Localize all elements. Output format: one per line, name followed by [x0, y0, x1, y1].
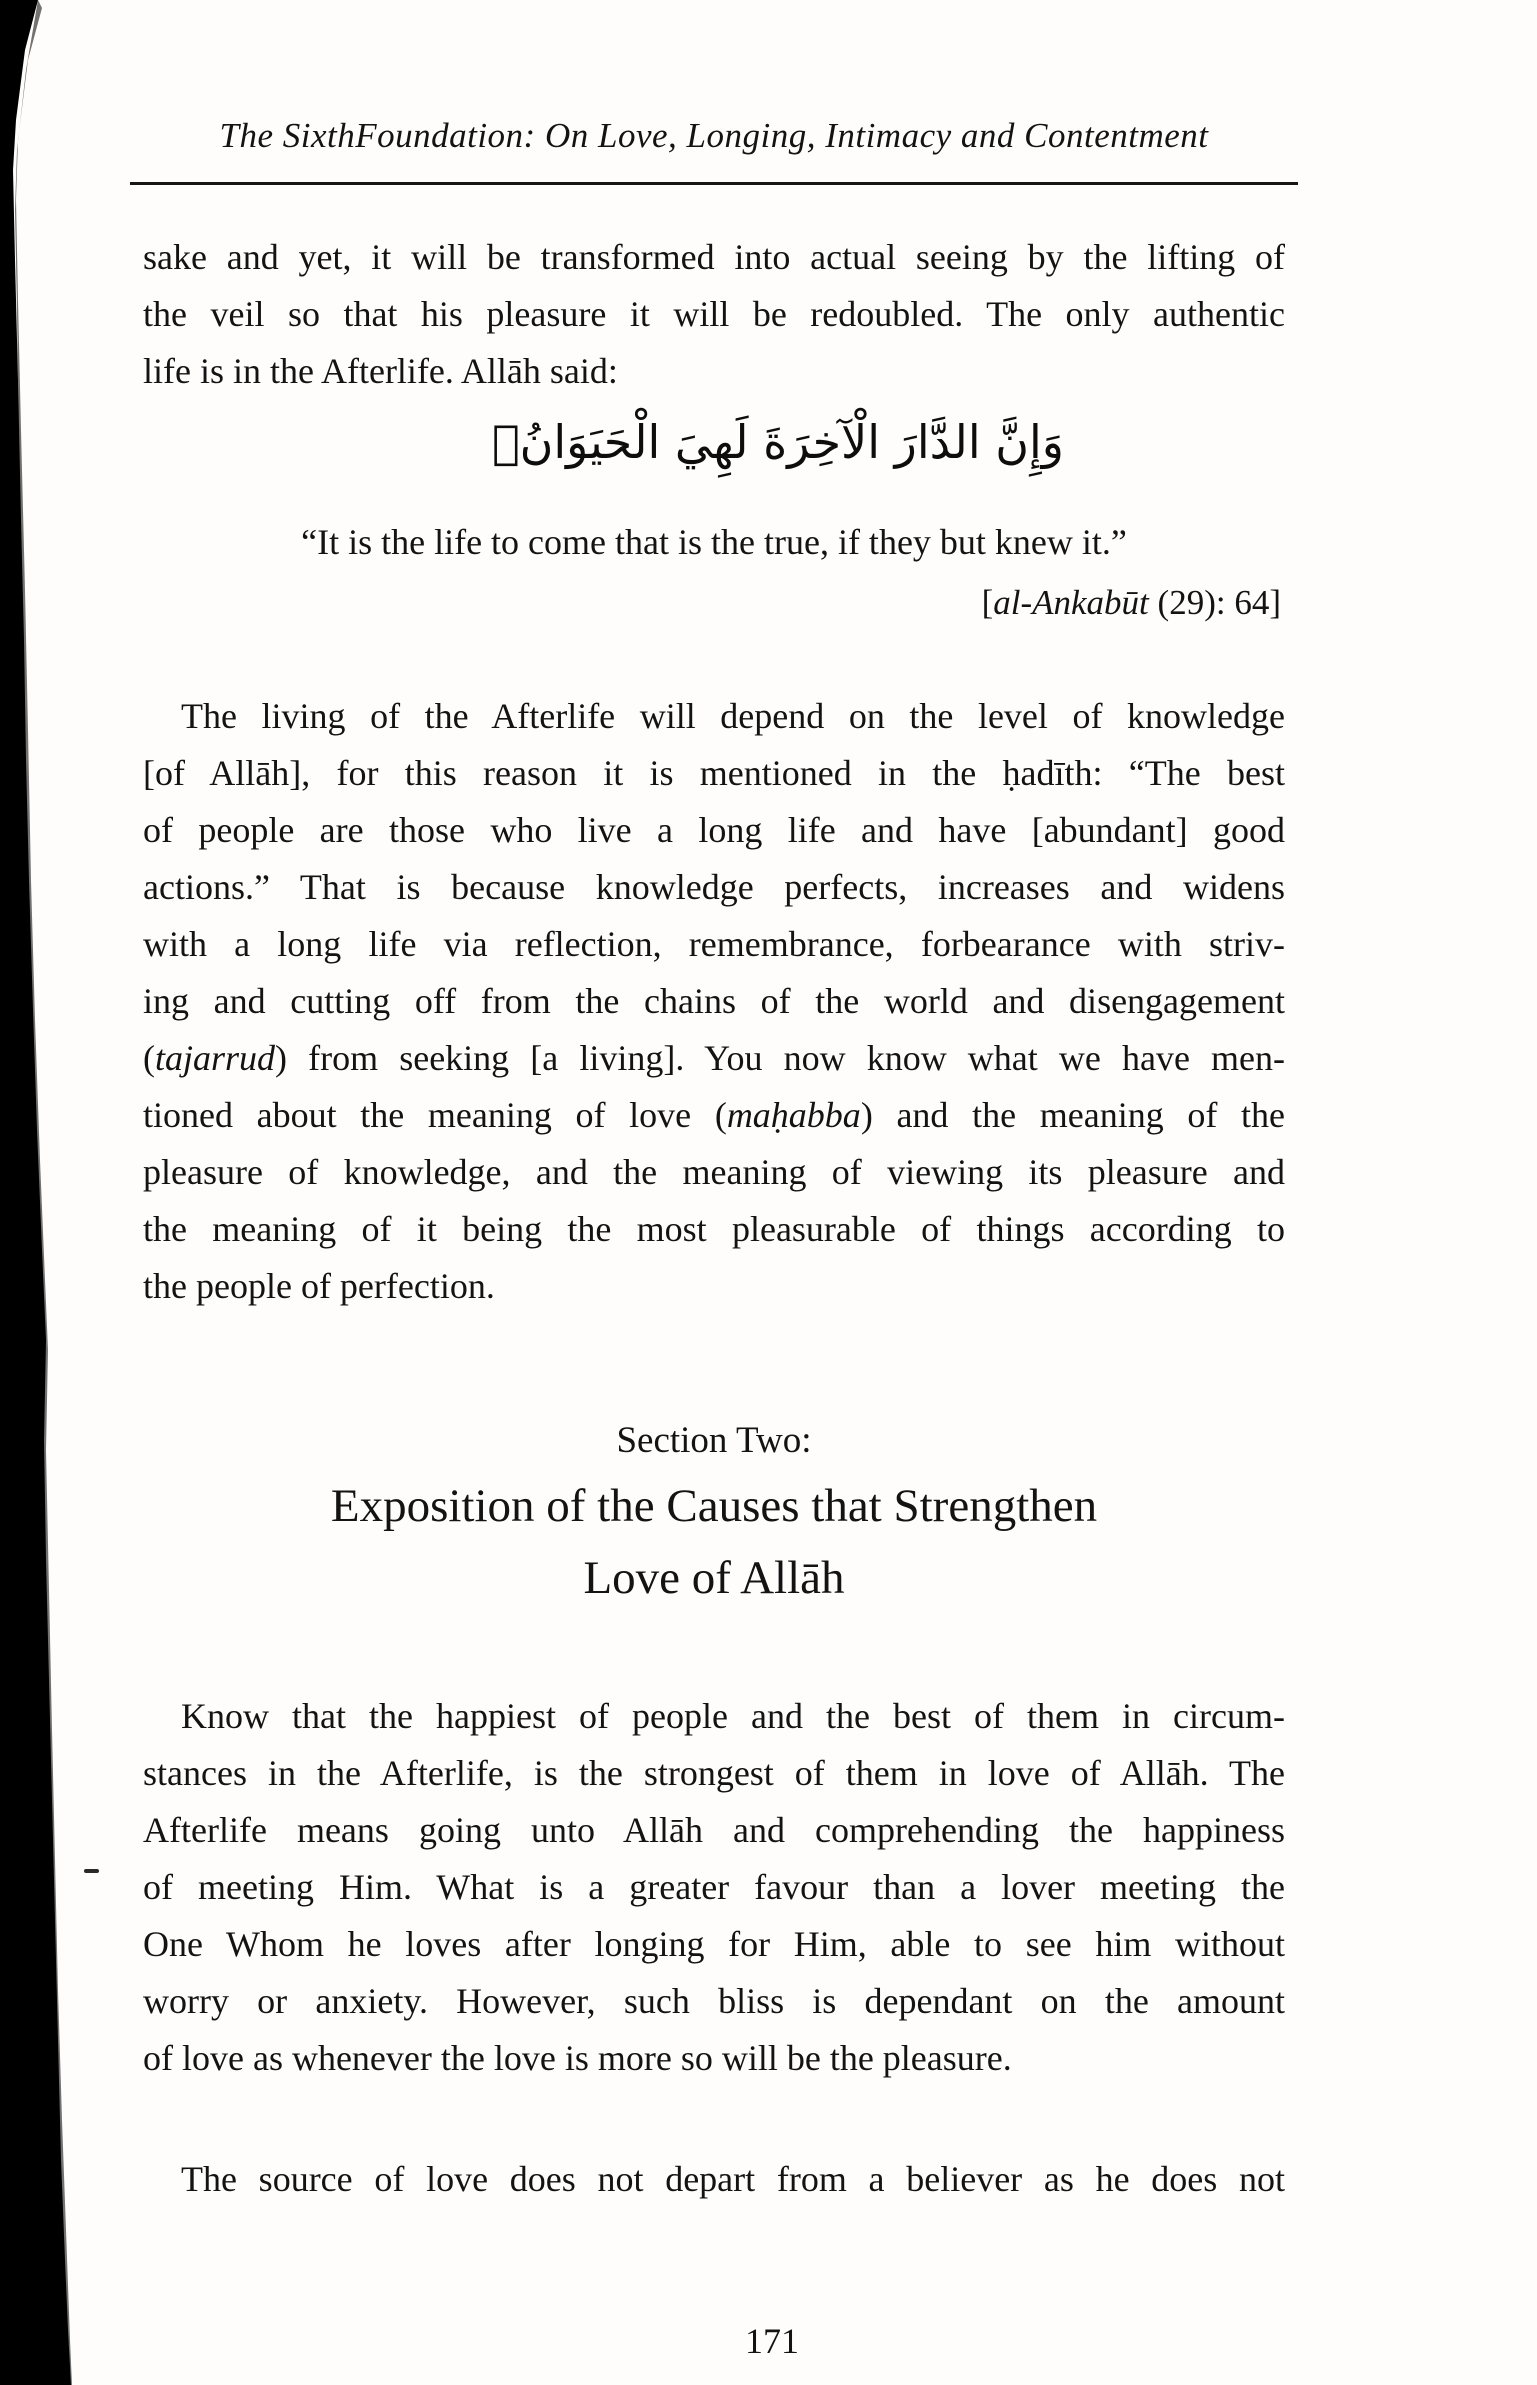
arabic-quran-verse: وَإِنَّ الدَّارَ الْآخِرَةَ لَهِيَ الْحَيَوَانُۚ: [492, 415, 1064, 469]
paragraph-continued: sake and yet, it will be transformed into actual seeing by the lifting of the veil so that his pleasure it will be redoubled. The only authentic life is in the Afterlife. Allāh said:: [143, 237, 1285, 391]
margin-pen-mark: [84, 1869, 99, 1873]
section-kicker: Section Two:: [616, 1420, 812, 1461]
verse-translation-quote: “It is the life to come that is the true, if they but knew it.”: [301, 522, 1127, 562]
paragraph-living-of-afterlife: The living of the Afterlife will depend on the level of knowledge [of Allāh], for this reason it is mentioned in the ḥadīth: “The best of people are those who live a long life and have [abundant] good actions.” That is because knowledge perfects, increases and widens with a long life via reflection, remembrance, forbearance with striv- ing and cutting off from the chains of the world and disengagement (tajarrud) from seeking [a living]. You now know what we have men- tioned about the meaning of love (maḥabba) and the meaning of the pleasure of knowledge, and the meaning of viewing its pleasure and the meaning of it being the most pleasurable of things according to the people of perfection.: [143, 696, 1285, 1306]
running-header: The SixthFoundation: On Love, Longing, Intimacy and Contentment: [219, 116, 1209, 155]
section-title-line2: Love of Allāh: [583, 1552, 845, 1604]
binding-shadow: [0, 0, 90, 2385]
section-title-line1: Exposition of the Causes that Strengthen: [330, 1480, 1098, 1532]
header-rule: [130, 182, 1298, 185]
paragraph-source-of-love: The source of love does not depart from a believer as he does not: [181, 2159, 1285, 2199]
verse-citation: [al-Ankabūt (29): 64]: [981, 583, 1281, 622]
paragraph-know-that-happiest: Know that the happiest of people and the best of them in circum- stances in the Afterlife, is the strongest of them in love of Allāh. The Afterlife means going unto Allāh and comprehending the happiness of meeting Him. What is a greater favour than a lover meeting the One Whom he loves after longing for Him, able to see him without worry or anxiety. However, such bliss is dependant on the amount of love as whenever the love is more so will be the pleasure.: [143, 1696, 1285, 2078]
page-number: 171: [745, 2321, 799, 2361]
